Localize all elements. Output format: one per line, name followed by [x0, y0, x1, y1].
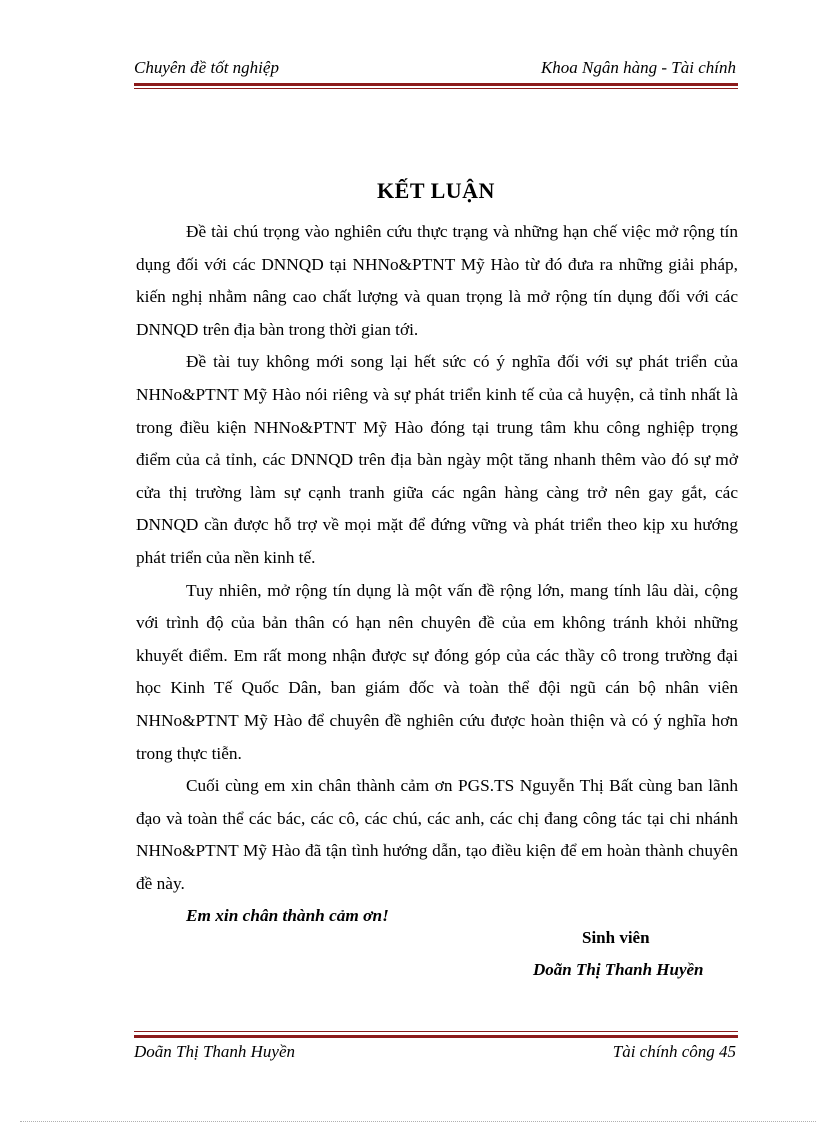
page-title: KẾT LUẬN — [377, 178, 495, 203]
signature-role: Sinh viên — [582, 928, 650, 947]
header-course-label: Chuyên đề tốt nghiệp — [134, 58, 279, 77]
footer-author: Doãn Thị Thanh Huyền — [134, 1042, 296, 1061]
paragraph-1: Đề tài chú trọng vào nghiên cứu thực trạng và những hạn chế việc mở rộng tín dụng đối với các DNNQD tại NHNo&PTNT Mỹ Hào từ đó đưa ra những giải pháp, kiến nghị nhằm nâng cao chất lượng và quan trọng là mở rộng tín dụng đối với các DNNQD trên địa bàn trong thời gian tới. — [136, 222, 738, 339]
header-rule-thick — [134, 83, 738, 86]
document-body — [136, 216, 738, 933]
signature-name: Doãn Thị Thanh Huyền — [533, 960, 704, 979]
paragraph-4: Cuối cùng em xin chân thành cảm ơn PGS.TS Nguyễn Thị Bất cùng ban lãnh đạo và toàn thể các bác, các cô, các chú, các anh, các chị đang công tác tại chi nhánh NHNo&PTNT Mỹ Hào đã tận tình hướng dẫn, tạo điều kiện để em hoàn thành chuyên đề này. — [136, 776, 738, 893]
footer-page-label: Tài chính công 45 — [612, 1042, 736, 1061]
footer-rule-thick — [134, 1035, 738, 1038]
thanks-line: Em xin chân thành cảm ơn! — [186, 906, 389, 926]
header-faculty-label: Khoa Ngân hàng - Tài chính — [540, 58, 736, 77]
paragraph-2: Đề tài tuy không mới song lại hết sức có ý nghĩa đối với sự phát triển của NHNo&PTNT Mỹ Hào nói riêng và sự phát triển kinh tế của cả huyện, cả tỉnh nhất là trong điều kiện NHNo&PTNT Mỹ Hào đóng tại trung tâm khu công nghiệp trọng điểm của cả tỉnh, các DNNQD trên địa bàn ngày một tăng nhanh thêm vào đó sự mở cửa thị trường làm sự cạnh tranh giữa các ngân hàng càng trở nên gay gắt, các DNNQD cần được hỗ trợ về mọi mặt để đứng vững và phát triển theo kịp xu hướng phát triển của nền kinh tế. — [136, 352, 738, 567]
footer-rule-thin — [134, 1031, 738, 1032]
header-rule-thin — [134, 88, 738, 89]
paragraph-3: Tuy nhiên, mở rộng tín dụng là một vấn đề rộng lớn, mang tính lâu dài, cộng với trình độ của bản thân có hạn nên chuyên đề của em không tránh khỏi những khuyết điểm. Em rất mong nhận được sự đóng góp của các thầy cô trong trường đại học Kinh Tế Quốc Dân, ban giám đốc và toàn thể đội ngũ cán bộ nhân viên NHNo&PTNT Mỹ Hào để chuyên đề nghiên cứu được hoàn thiện và có ý nghĩa hơn trong thực tiễn. — [136, 580, 738, 763]
page-bottom-dotted-line — [20, 1121, 816, 1122]
page-header — [134, 56, 736, 80]
page-footer — [134, 1040, 736, 1064]
